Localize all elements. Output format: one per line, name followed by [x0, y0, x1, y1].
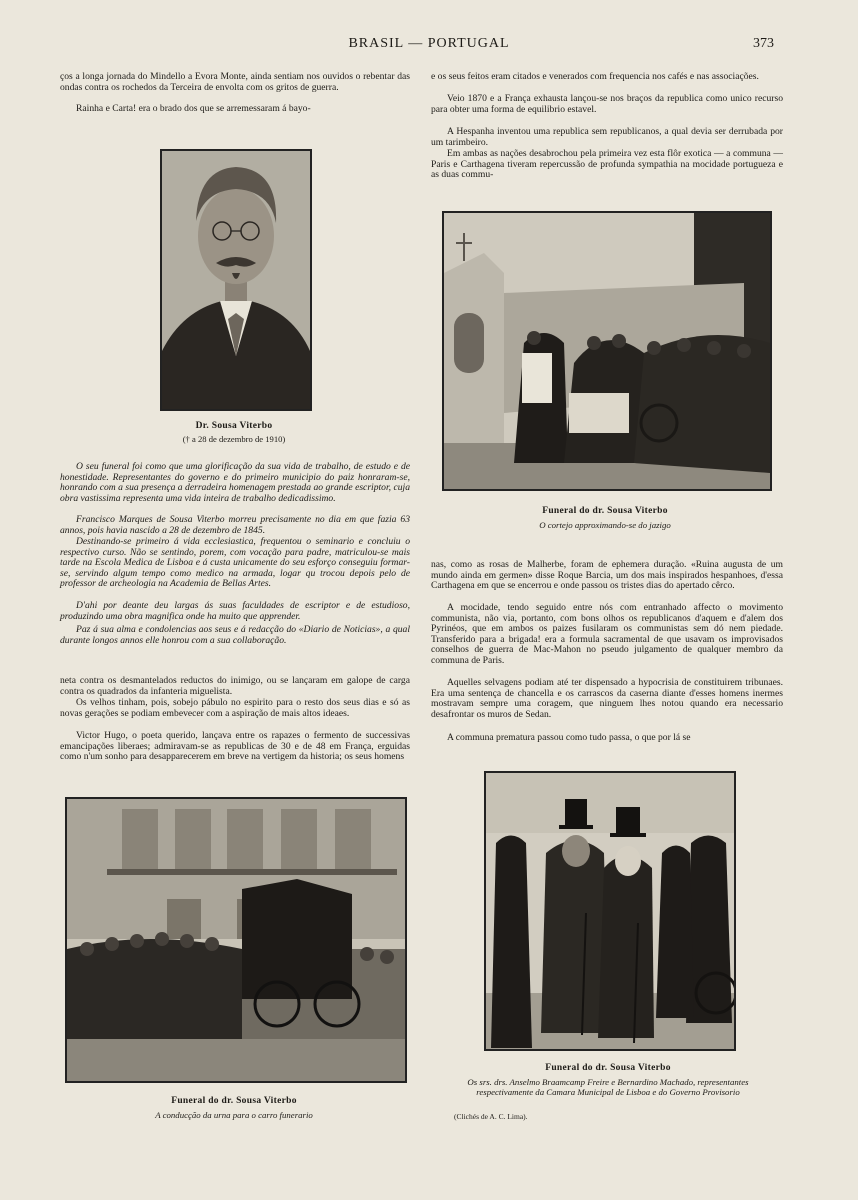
right-mid-paragraph-2: A mocidade, tendo seguido entre nós com entranhado affecto o movimento communista, não via, portanto, com bons olhos os republicanos d'aquem e d'alem dos Pyrinéos, que em ambos os paizes fusilaram os communistas sem dó nem piedade. Transferido para a brigada! era a formula sacramental de que usavam os improvisados conselhos de guerra de Mac-Mahon no pseudo julgamento de qualquer membro da communa de Paris. — [431, 602, 783, 666]
right-mid-paragraph-3: Aquelles selvagens podiam até ter dispensado a hypocrisia de constituirem tribunaes. Era uma sentença de chancella e os carrascos da caserna diante d'esses homens inermes mostravam sempre uma coragem, que ninguem lhes notou quando era necessario desafrontar os muros de Sedan. — [431, 677, 783, 720]
left-top-paragraph-1: ços a longa jornada do Mindello a Evora Monte, ainda sentiam nos ouvidos o rebentar das ondas contra os rochedos da Terceira de envolta com os gritos de guerra. — [60, 71, 410, 93]
left-mid-paragraph-3: Victor Hugo, o poeta querido, lançava entre os rapazes o fermento de successivas emancipações liberaes; admiravam-se as republicas de 30 e de 48 em França, erguidas como n'um sonho para desapparecerem em breve na vertigem da historia; os seus homens — [60, 730, 410, 763]
representatives-photo — [484, 771, 736, 1051]
hearse-caption-title: Funeral do dr. Sousa Viterbo — [171, 1096, 297, 1106]
hearse-photo — [65, 797, 407, 1083]
bio-paragraph-3: Destinando-se primeiro á vida ecclesiastica, frequentou o seminario e concluiu o respectivo curso. Não se sentindo, porem, com vocação para padre, matriculou-se mais tarde na Escola Medica de Lisboa e á custa unicamente do seu esforço conseguiu formar-se, servindo algum tempo como medico na armada, logar qu trocou depois pelo de professor de archeologia na Academia de Bellas Artes. — [60, 536, 410, 590]
right-top-paragraph-1: e os seus feitos eram citados e venerados com frequencia nos cafés e nas associações. — [431, 71, 759, 82]
left-mid-paragraph-1: neta contra os desmantelados reductos do inimigo, ou se lançaram em galope de carga contra os quadrados da infanteria miguelista. — [60, 675, 410, 697]
cortege-caption-subtitle: O cortejo approximando-se do jazigo — [539, 520, 671, 530]
left-mid-paragraph-2: Os velhos tinham, pois, sobejo pábulo no espirito para o resto dos seus dias e só as novas gerações se podiam embevecer com a aspiração de mais altos ideaes. — [60, 697, 410, 719]
portrait-caption-dates: († a 28 de dezembro de 1910) — [182, 434, 286, 444]
photo-credit: (Clichés de A. C. Lima). — [454, 1112, 528, 1121]
right-mid-paragraph-1: nas, como as rosas de Malherbe, foram de ephemera duração. «Ruina augusta de um mundo ainda em germen» disse Roque Barcia, um dos mais inspirados hespanhoes, d'essa Carthagena em que se encerrou e onde passou os tristes dias do apertado cêrco. — [431, 559, 783, 592]
representatives-caption-subtitle: Os srs. drs. Anselmo Braamcamp Freire e Bernardino Machado, representantes respectivamente da Camara Municipal de Lisboa e do Governo Provisorio — [467, 1077, 749, 1097]
cortege-photo — [442, 211, 772, 491]
page-number: 373 — [753, 36, 774, 51]
bio-paragraph-5: Paz á sua alma e condolencias aos seus e á redacção do «Diario de Noticias», a qual durante longos annos elle honrou com a sua collaboração. — [60, 624, 410, 646]
running-title: BRASIL — PORTUGAL — [348, 36, 510, 51]
right-mid-paragraph-4: A communa prematura passou como tudo passa, o que por lá se — [447, 732, 691, 743]
bio-paragraph-4: D'ahi por deante deu largas ás suas faculdades de escriptor e de estudioso, produzindo uma obra magnifica onde ha muito que apprender. — [60, 600, 410, 622]
portrait-caption-name: Dr. Sousa Viterbo — [195, 421, 273, 431]
right-top-paragraph-4: Em ambas as nações desabrochou pela primeira vez esta flôr exotica — a communa — Paris e Carthagena tiveram repercussão de profunda sympathia na mocidade portugueza e as duas commu- — [431, 148, 783, 181]
left-top-paragraph-2: Rainha e Carta! era o brado dos que se arremessaram á bayo- — [76, 103, 311, 114]
hearse-caption-subtitle: A conducção da urna para o carro funerario — [155, 1110, 313, 1120]
right-top-paragraph-3: A Hespanha inventou uma republica sem republicanos, a qual devia ser derrubada por um tarimbeiro. — [431, 126, 783, 148]
bio-paragraph-1: O seu funeral foi como que uma glorificação da sua vida de trabalho, de estudo e de honestidade. Representantes do governo e do primeiro municipio do paiz honraram-se, honrando com a sua presença a derradeira homenagem prestada ao grande escriptor, cuja obra vastissima representa uma vida inteira de trabalho dedicadissimo. — [60, 461, 410, 504]
representatives-caption-title: Funeral do dr. Sousa Viterbo — [545, 1063, 671, 1073]
bio-paragraph-2: Francisco Marques de Sousa Viterbo morreu precisamente no dia em que fazia 63 annos, pois havia nascido a 28 de dezembro de 1845. — [60, 514, 410, 536]
cortege-caption-title: Funeral do dr. Sousa Viterbo — [542, 506, 668, 516]
page-header — [0, 36, 858, 56]
right-top-paragraph-2: Veio 1870 e a França exhausta lançou-se nos braços da republica como unico recurso para obter uma forma de equilibrio estavel. — [431, 93, 783, 115]
portrait-photo — [160, 149, 312, 411]
